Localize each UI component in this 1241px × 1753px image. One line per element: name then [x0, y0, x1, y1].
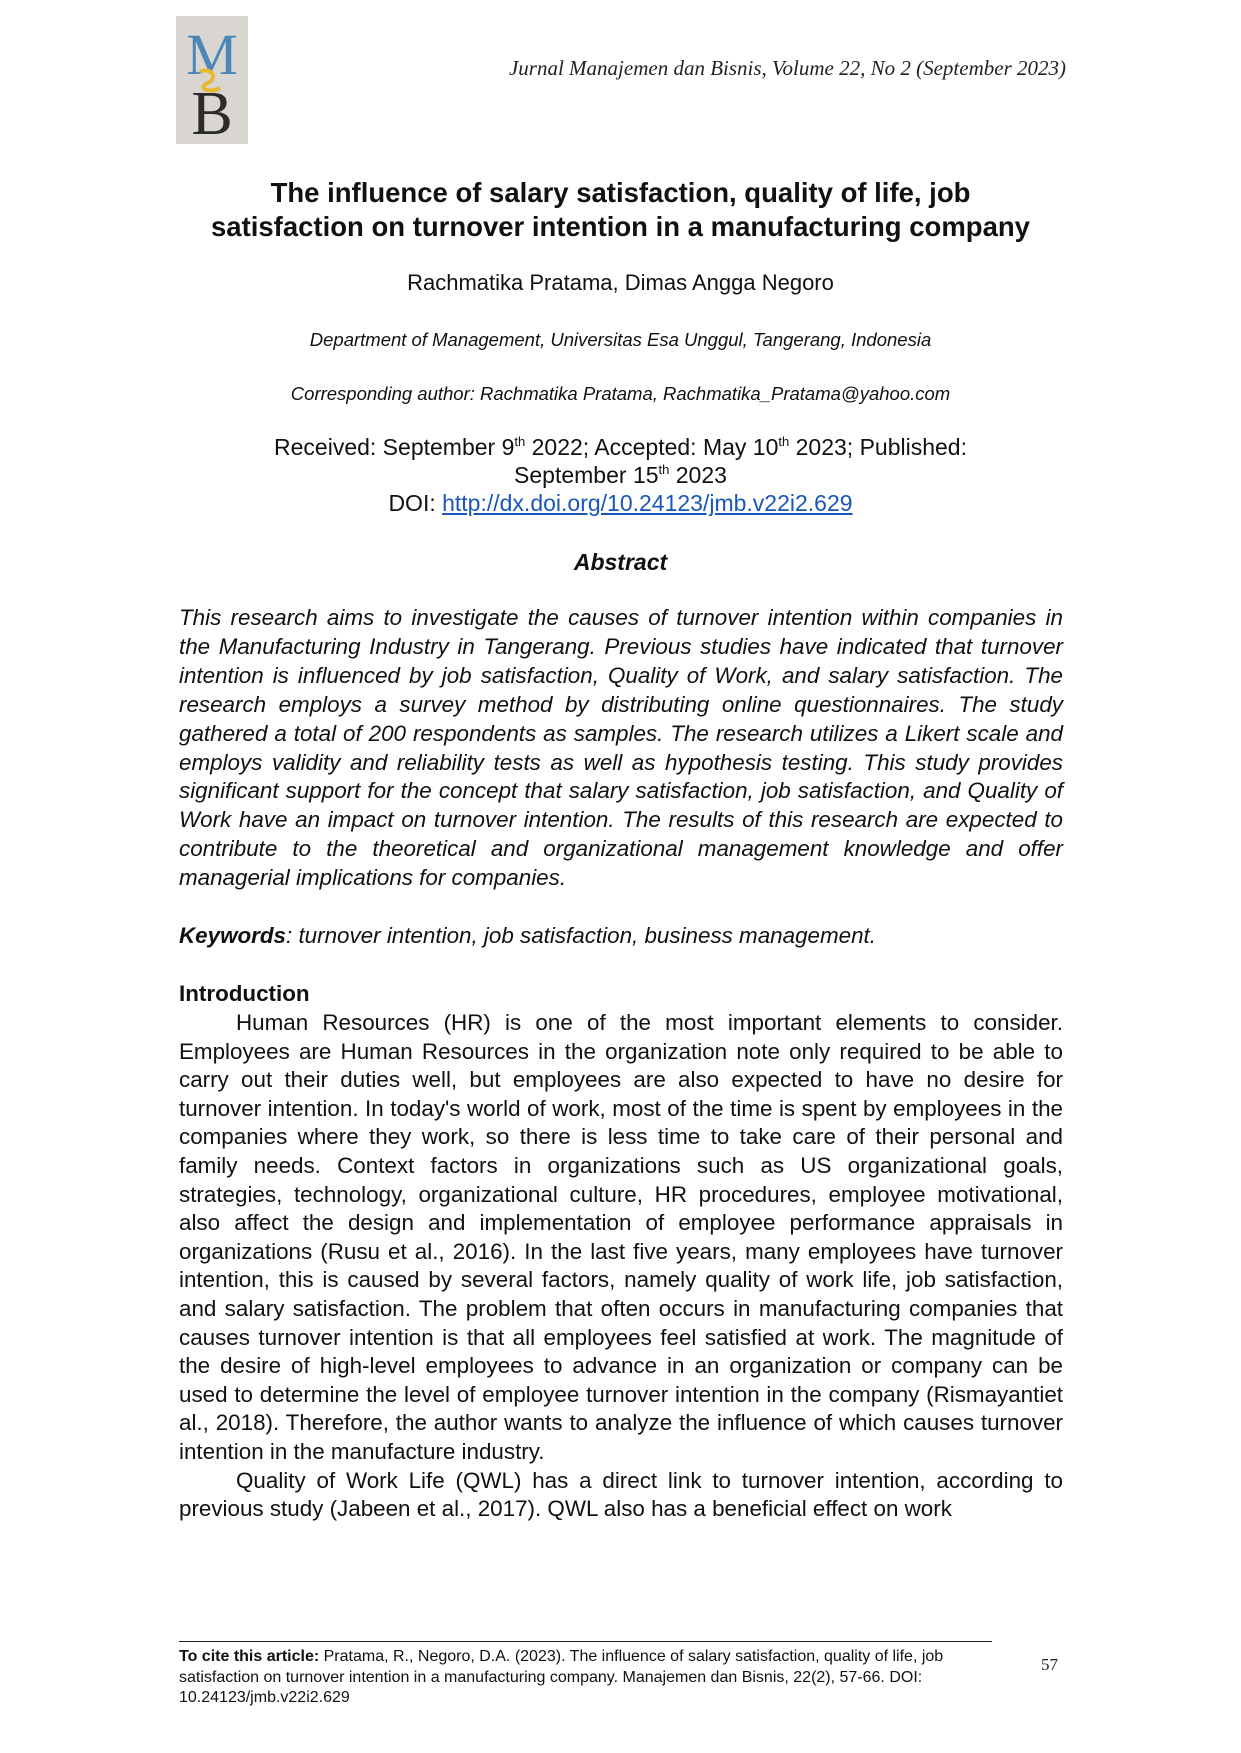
- published-line: September 15th 2023: [514, 462, 727, 488]
- title-line: The influence of salary satisfaction, quality of life, job: [270, 177, 971, 208]
- cite-label: To cite this article:: [179, 1648, 320, 1665]
- svg-text:B: B: [191, 80, 233, 144]
- doi-line: DOI: http://dx.doi.org/10.24123/jmb.v22i2.629: [388, 490, 853, 516]
- cite-text: Pratama, R., Negoro, D.A. (2023). The influence of salary satisfaction, quality of life, job satisfaction on turnover intention in a manufacturing company. Manajemen dan Bisnis, 22(2), 57-66. DOI: 10.24123/jmb.v22i2.629: [179, 1648, 944, 1706]
- keywords: [179, 922, 1063, 950]
- paragraph: Human Resources (HR) is one of the most important elements to consider. Employees are Human Resources in the organization note only required to be able to carry out their duties well, but employees are also expected to have no desire for turnover intention. In today's world of work, most of the time is spent by employees in the companies where they work, so there is less time to take care of their personal and family needs. Context factors in organizations such as US organizational goals, strategies, technology, organizational culture, HR procedures, employee motivational, also affect the design and implementation of employee performance appraisals in organizations (Rusu et al., 2016). In the last five years, many employees have turnover intention, this is caused by several factors, namely quality of work life, job satisfaction, and salary satisfaction. The problem that often occurs in manufacturing companies that causes turnover intention is that all employees feel satisfied at work. The magnitude of the desire of high-level employees to advance in an organization or company can be used to determine the level of employee turnover intention in the company (Rismayantiet al., 2018). Therefore, the author wants to analyze the influence of which causes turnover intention in the manufacture industry.: [179, 1010, 1063, 1464]
- introduction-heading: Introduction: [179, 981, 310, 1006]
- authors: Rachmatika Pratama, Dimas Angga Negoro: [407, 270, 834, 295]
- keywords-text: : turnover intention, job satisfaction, business management.: [286, 923, 876, 948]
- footnote-divider: [179, 1641, 992, 1642]
- abstract-text: This research aims to investigate the causes of turnover intention within companies in the Manufacturing Industry in Tangerang. Previous studies have indicated that turnover intention is influenced by job satisfaction, Quality of Work, and salary satisfaction. The research employs a survey method by distributing online questionnaires. The study gathered a total of 200 respondents as samples. The research utilizes a Likert scale and employs validity and reliability tests as well as hypothesis testing. This study provides significant support for the concept that salary satisfaction, job satisfaction, and Quality of Work have an impact on turnover intention. The results of this research are expected to contribute to the theoretical and organizational management knowledge and offer managerial implications for companies.: [179, 605, 1063, 891]
- citation-footnote: [179, 1647, 999, 1709]
- abstract-heading: Abstract: [573, 549, 668, 575]
- dates-line: Received: September 9th 2022; Accepted: May 10th 2023; Published:: [274, 434, 967, 460]
- title-line: satisfaction on turnover intention in a manufacturing company: [211, 211, 1030, 242]
- affiliation: Department of Management, Universitas Esa Unggul, Tangerang, Indonesia: [309, 329, 932, 350]
- publication-dates: [150, 433, 1091, 517]
- doi-link[interactable]: http://dx.doi.org/10.24123/jmb.v22i2.629: [442, 490, 853, 516]
- mb-logo-icon: [176, 16, 248, 144]
- introduction-body: [179, 1009, 1063, 1524]
- keywords-label: Keywords: [179, 923, 287, 948]
- paragraph: Quality of Work Life (QWL) has a direct link to turnover intention, according to previous study (Jabeen et al., 2017). QWL also has a beneficial effect on work: [179, 1467, 1063, 1522]
- journal-header: Jurnal Manajemen dan Bisnis, Volume 22, No 2 (September 2023): [508, 56, 1066, 80]
- paper-title: [150, 176, 1091, 244]
- svg-text:M: M: [186, 22, 238, 87]
- page-number: 57: [1041, 1655, 1058, 1674]
- corresponding-author: Corresponding author: Rachmatika Pratama, Rachmatika_Pratama@yahoo.com: [290, 383, 951, 404]
- journal-logo: [176, 16, 248, 144]
